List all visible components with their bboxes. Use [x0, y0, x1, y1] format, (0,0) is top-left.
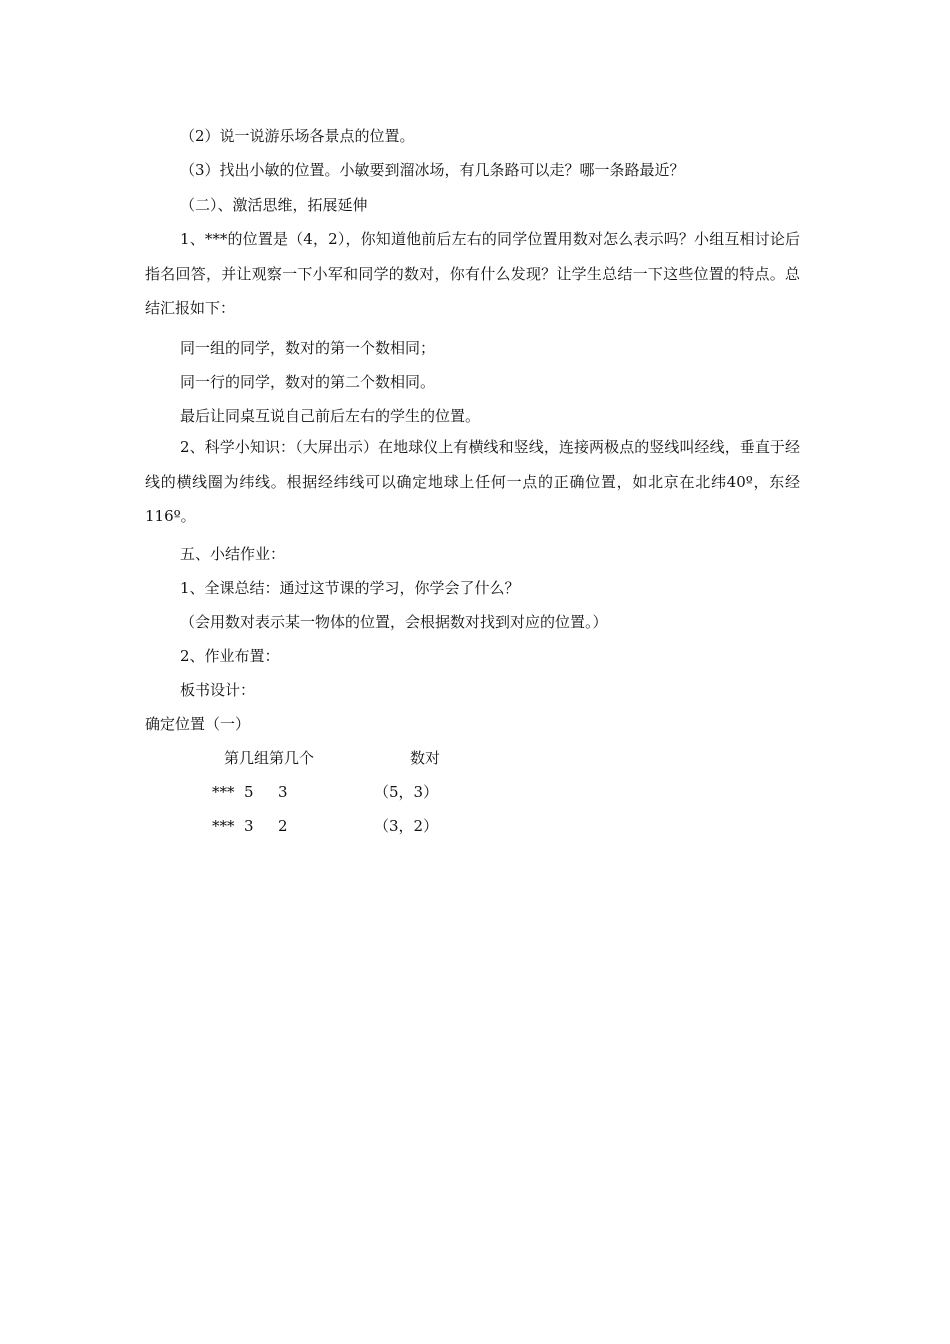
summary-same-row: 同一行的同学，数对的第二个数相同。 — [180, 373, 436, 391]
row-1-pair: （5，3） — [374, 783, 439, 801]
step-3-text: （3）找出小敏的位置。小敏要到溜冰场，有几条路可以走？哪一条路最近？ — [180, 161, 685, 179]
board-design-label: 板书设计： — [180, 681, 256, 699]
row-1-index: 3 — [278, 783, 288, 801]
deskmate-instruction: 最后让同桌互说自己前后左右的学生的位置。 — [180, 407, 481, 425]
summary-question: 1、全课总结：通过这节课的学习，你学会了什么？ — [180, 579, 520, 597]
row-2-name: *** — [212, 817, 235, 835]
section-heading-activate: （二）、激活思维，拓展延伸 — [180, 196, 368, 214]
row-1-name: *** — [212, 783, 235, 801]
row-2-index: 2 — [278, 817, 288, 835]
summary-answer: （会用数对表示某一物体的位置，会根据数对找到对应的位置。） — [180, 613, 608, 631]
step-2-text: （2）说一说游乐场各景点的位置。 — [180, 127, 415, 145]
header-group-index: 第几组第几个 — [224, 749, 315, 767]
row-1-group: 5 — [244, 783, 254, 801]
homework-label: 2、作业布置： — [180, 647, 280, 665]
summary-same-group: 同一组的同学，数对的第一个数相同； — [180, 339, 436, 357]
board-title: 确定位置（一） — [145, 715, 251, 733]
row-2-group: 3 — [244, 817, 254, 835]
header-pair: 数对 — [410, 749, 441, 767]
paragraph-position-pairs: 1、***的位置是（4，2），你知道他前后左右的同学位置用数对怎么表示吗？小组互相讨论后指名回答，并让观察一下小军和同学的数对，你有什么发现？让学生总结一下这些位置的特点。总结汇报如下： — [145, 230, 800, 317]
section-heading-summary: 五、小结作业： — [180, 545, 286, 563]
paragraph-science-knowledge: 2、科学小知识：（大屏出示）在地球仪上有横线和竖线，连接两极点的竖线叫经线，垂直于经线的横线圈为纬线。根据经纬线可以确定地球上任何一点的正确位置，如北京在北纬40º，东经116º。 — [145, 438, 800, 525]
row-2-pair: （3，2） — [374, 817, 439, 835]
